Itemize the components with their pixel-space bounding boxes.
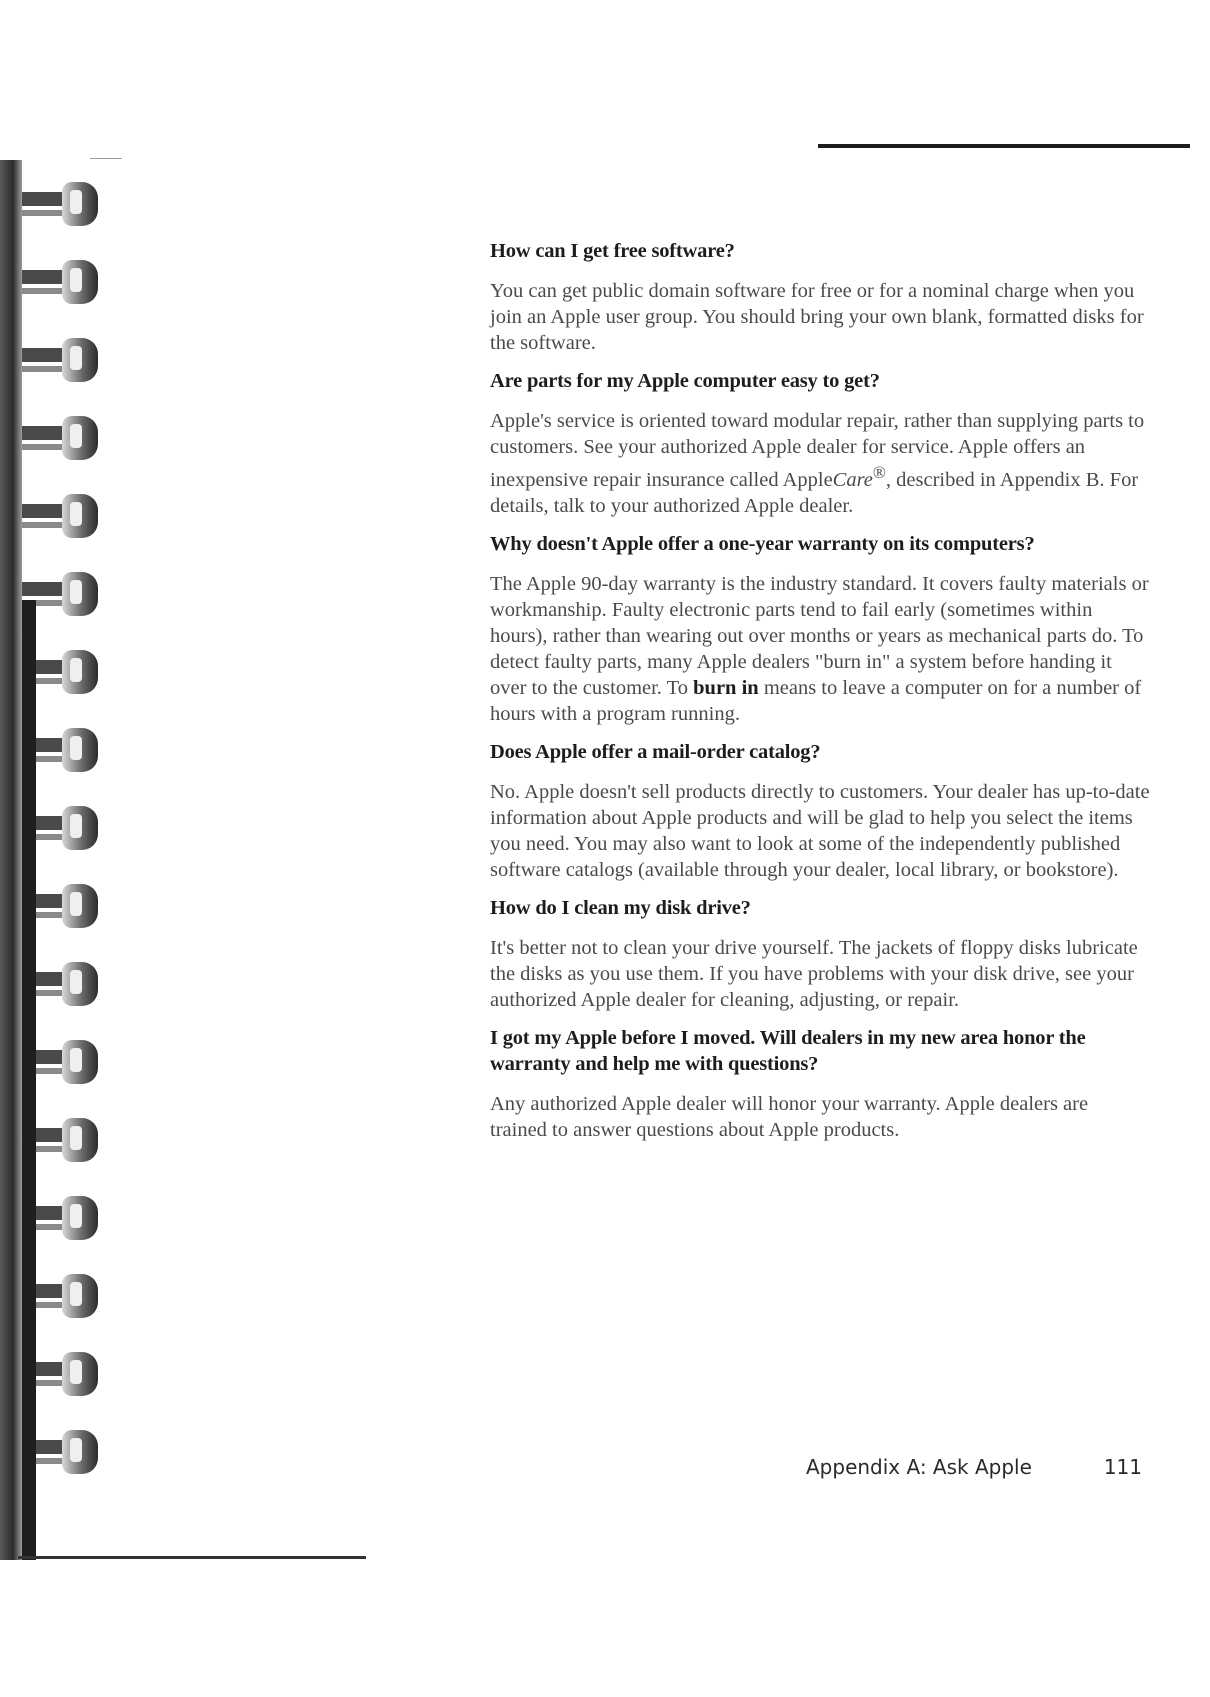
answer-paragraph — [490, 408, 1150, 519]
qa-item — [490, 531, 1150, 727]
answer-paragraph: It's better not to clean your drive yourself. The jackets of floppy disks lubricate the disks as you use them. If you have problems with your disk drive, see your authorized Apple dealer for cleaning, adjusting, or repair. — [490, 936, 1138, 1011]
question-heading: How do I clean my disk drive? — [490, 896, 751, 919]
binding-spine — [0, 160, 22, 1560]
answer-text: The Apple 90-day warranty is the industry standard. It covers faulty materials or workmanship. Faulty electronic parts tend to fail early (sometimes within hours), rather than wearing out over months or years as mechanical parts do. To detect faulty parts, many Apple dealers "burn in" a system before handing it over to the customer. To — [490, 572, 1149, 699]
question-heading: Why doesn't Apple offer a one-year warranty on its computers? — [490, 532, 1035, 555]
footer-section-title: Appendix A: Ask Apple — [806, 1455, 1032, 1479]
answer-paragraph: No. Apple doesn't sell products directly to customers. Your dealer has up-to-date information about Apple products and will be glad to help you select the items you need. You may also want to look at some of the independently published software catalogs (available through your dealer, local library, or bookstore). — [490, 780, 1150, 881]
qa-section — [490, 238, 1150, 1155]
glossary-term: burn in — [693, 676, 759, 699]
qa-item — [490, 1025, 1150, 1143]
qa-item — [490, 895, 1150, 1013]
header-rule-fragment — [90, 158, 122, 159]
page-number: 111 — [1103, 1455, 1142, 1479]
answer-text: , described in Appendix B. For details, talk to your authorized Apple dealer. — [490, 468, 1139, 517]
answer-text: means to leave a computer on for a number of hours with a program running. — [490, 676, 1142, 725]
header-rule — [818, 144, 1190, 148]
qa-item — [490, 739, 1150, 883]
binding-spine-shadow — [22, 600, 36, 1560]
question-heading: Are parts for my Apple computer easy to get? — [490, 370, 880, 392]
page-footer — [806, 1455, 1146, 1485]
question-heading: Does Apple offer a mail-order catalog? — [490, 740, 821, 763]
answer-paragraph — [490, 571, 1150, 727]
registered-mark: ® — [872, 463, 886, 482]
qa-item — [490, 368, 1150, 519]
answer-text: Apple's service is oriented toward modular repair, rather than supplying parts to customers. See your authorized Apple dealer for service. Apple offers an inexpensive repair insurance called Apple — [490, 410, 1145, 491]
question-heading: How can I get free software? — [490, 240, 735, 262]
answer-paragraph: You can get public domain software for free or for a nominal charge when you join an Apple user group. You should bring your own blank, formatted disks for the software. — [490, 280, 1144, 354]
answer-paragraph: Any authorized Apple dealer will honor your warranty. Apple dealers are trained to answer questions about Apple products. — [490, 1092, 1089, 1141]
applecare-italic: Care — [832, 468, 873, 491]
qa-item — [490, 238, 1150, 356]
question-heading: I got my Apple before I moved. Will dealers in my new area honor the warranty and help me with questions? — [490, 1026, 1086, 1075]
footer-rule — [18, 1556, 366, 1559]
